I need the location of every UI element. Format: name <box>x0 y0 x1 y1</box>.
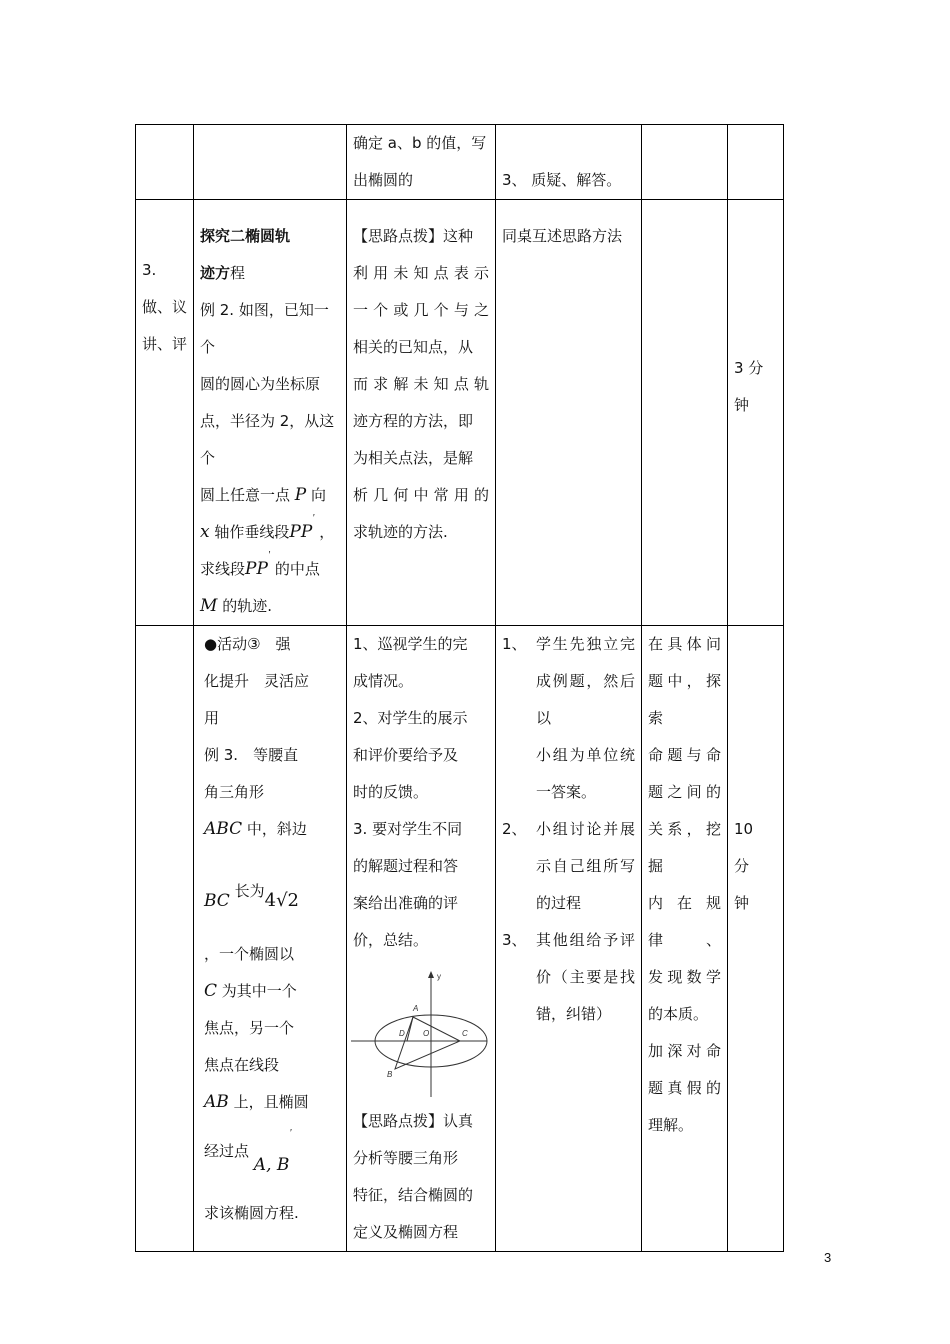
time-cell: 10 分 钟 <box>728 626 784 1252</box>
label-d: D <box>399 1029 405 1038</box>
list-item: 3、 其他组给予评 价（主要是找 错，纠错） <box>502 931 635 1023</box>
page-number: 3 <box>824 1250 832 1265</box>
content-cell: ●活动③ 强 化提升 灵活应 用 例 3. 等腰直 角三角形 ABC 中，斜边 BC 长为4√2 ，一个椭圆以 C 为其中一个 焦点，另一个 焦点在线段 AB 上，且椭圆 经过点 A, B' 求该椭圆方程. <box>194 626 347 1252</box>
teacher-cell: 确定 a、b 的值，写 出椭圆的 <box>347 125 496 200</box>
segment-ad <box>407 1017 413 1041</box>
triangle <box>395 1017 460 1069</box>
table-row <box>136 626 784 1252</box>
label-a: A <box>413 1004 419 1013</box>
time-cell: 3 分钟 <box>728 200 784 626</box>
teacher-cell: 1、巡视学生的完 成情况。 2、对学生的展示 和评价要给予及 时的反馈。 3. 要对学生不同 的解题过程和答 案给出准确的评 价，总结。 y A D O C B 【思路点拨】认真 分析等腰三角形 特征，结合椭圆的 定义及椭圆方程 <box>347 626 496 1252</box>
y-axis-arrow <box>428 971 434 978</box>
content-cell: 探究二椭圆轨 迹方程 例 2. 如图，已知一个 圆的圆心为坐标原 点，半径为 2，从这个 圆上任意一点 P 向 x 轴作垂线段PP' ， 求线段PP' 的中点 M 的轨迹. <box>194 200 347 626</box>
intent-cell <box>642 125 728 200</box>
table-row <box>136 125 784 200</box>
time-cell <box>728 125 784 200</box>
label-y: y <box>437 972 441 981</box>
intent-cell <box>642 200 728 626</box>
phase-cell: 3. 做、议 讲、评 <box>136 200 194 626</box>
list-item: 2、 小组讨论并展 示自己组所写 的过程 <box>502 820 635 912</box>
content-cell <box>194 125 347 200</box>
label-b: B <box>387 1070 393 1079</box>
section-title: 探究二椭圆轨 <box>200 227 291 245</box>
label-o: O <box>423 1029 430 1038</box>
section-title-2: 迹方程 <box>200 264 246 282</box>
list-item: 1、 学生先独立完 成例题，然后以 小组为单位统 一答案。 <box>502 635 635 801</box>
lesson-plan-table <box>135 124 784 1252</box>
phase-cell <box>136 626 194 1252</box>
student-cell: 同桌互述思路方法 <box>496 200 642 626</box>
student-cell <box>496 626 642 1252</box>
ellipse-figure <box>349 969 489 1099</box>
table-row <box>136 200 784 626</box>
intent-cell: 在具体问 题中，探索 命题与命 题之间的 关系，挖掘 内在规律、 发现数学 的本质。 加深对命 题真假的 理解。 <box>642 626 728 1252</box>
phase-cell <box>136 125 194 200</box>
student-cell: 3、 质疑、解答。 <box>496 125 642 200</box>
label-c: C <box>462 1029 468 1038</box>
teacher-cell: 【思路点拨】这种 利用未知点表示 一个或几个与之 相关的已知点，从 而求解未知点轨 迹方程的方法，即 为相关点法，是解 析几何中常用的 求轨迹的方法. <box>347 200 496 626</box>
